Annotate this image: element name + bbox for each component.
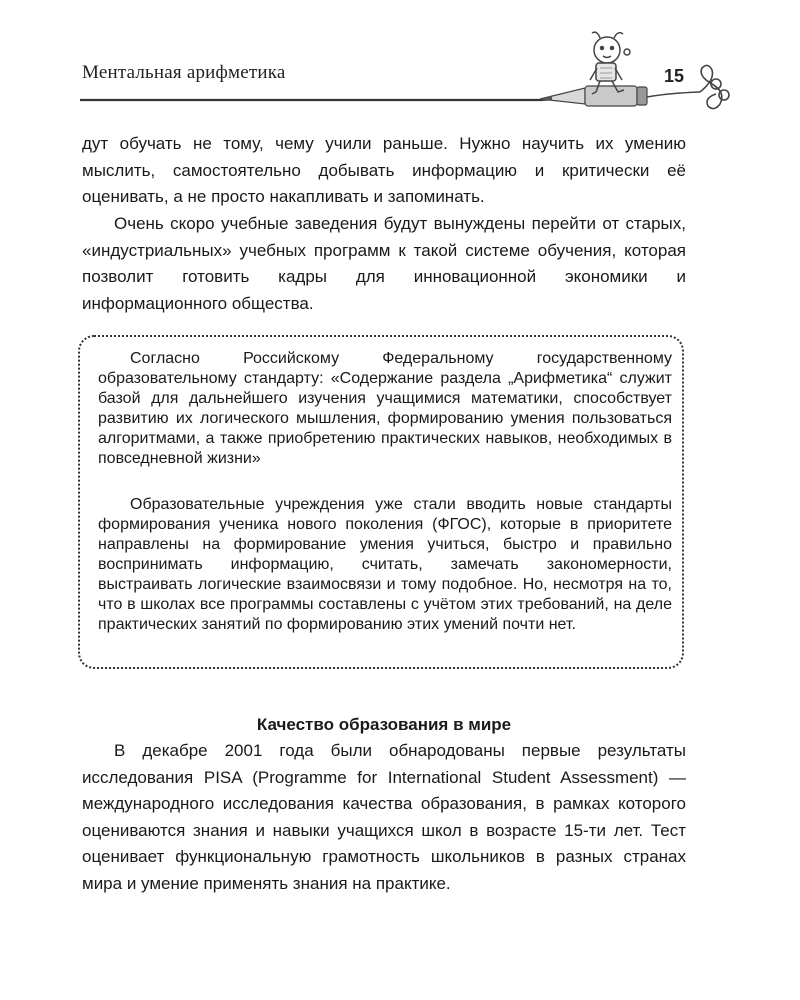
callout-paragraph-2: Образовательные учреждения уже стали вводить новые стандарты формирования ученика нового поколения (ФГОС), которые в приоритете направлены на формирование умения учиться, быстро и правильно воспринимать информацию, считать, замечать закономерности, выстраивать логические взаимосвязи и тому подобное. Но, несмотря на то, что в школах все программы составлены с учётом этих требований, на деле практических занятий по формированию этих умений почти нет. <box>98 496 672 633</box>
section-paragraph: В декабре 2001 года были обнародованы первые результаты исследования PISA (Programme for International Student Assessment) — международного исследования качества образования, в рамках которого оцениваются знания и навыки учащихся школ в возрасте 15-ти лет. Тест оценивает функциональную грамотность школьников в разных странах мира и умение применять знания на практике. <box>82 741 686 893</box>
section-heading: Качество образования в мире <box>256 715 512 734</box>
header-decoration <box>0 0 800 130</box>
book-title: Ментальная арифметика <box>82 62 286 83</box>
body-paragraph-2: Очень скоро учебные заведения будут вынуждены перейти от старых, «индустриальных» учебных программ к такой системе обучения, которая позволит готовить кадры для инновационной экономики и информационного общества. <box>82 214 686 313</box>
body-paragraph-1: дут обучать не тому, чему учили раньше. Нужно научить их умению мыслить, самостоятельно добывать информацию и критически её оценивать, а не просто накапливать и запоминать. <box>82 134 686 206</box>
pencil-line-icon <box>80 86 700 106</box>
page-number: 15 <box>664 66 685 86</box>
flourish-icon <box>700 65 729 108</box>
callout-paragraph-1: Согласно Российскому Федеральному государственному образовательному стандарту: «Содержание раздела „Арифметика“ служит базой для дальнейшего изучения учащимися математики, способствует развитию их логического мышления, формированию умения пользоваться алгоритмами, а также приобретению практических навыков, необходимых в повседневной жизни» <box>98 350 672 467</box>
cartoon-character-icon <box>590 32 630 94</box>
